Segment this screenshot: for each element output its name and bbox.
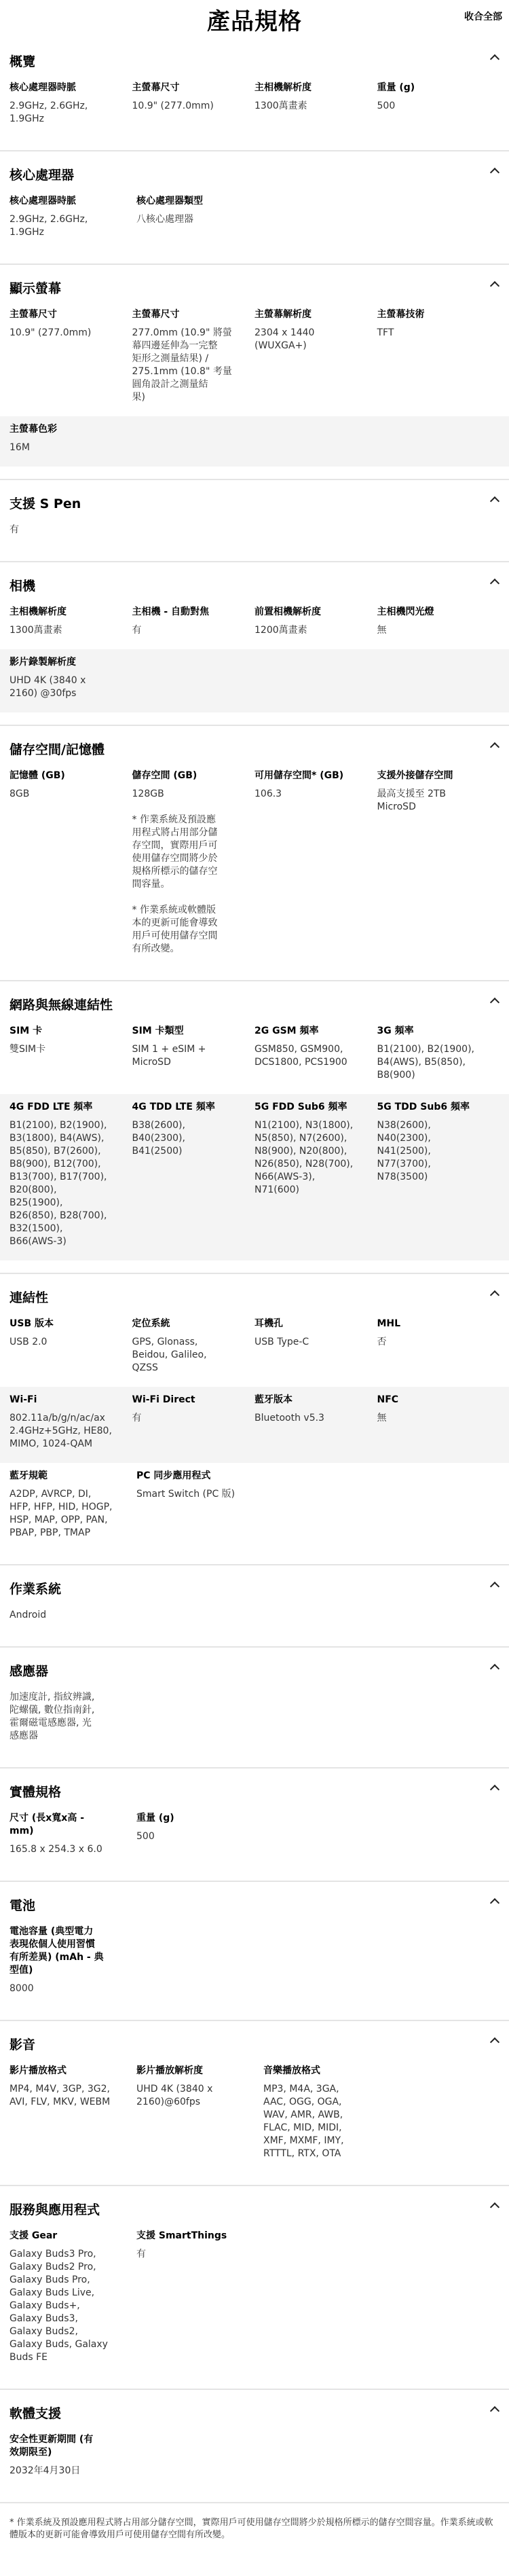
- section-title: 連結性: [10, 1290, 49, 1305]
- chevron-up-icon[interactable]: [490, 1290, 499, 1300]
- spec-section: [0, 2185, 509, 2389]
- spec-label: 可用儲存空間* (GB): [254, 770, 344, 781]
- spec-item: [254, 763, 377, 968]
- spec-value: 2032年4月30日: [10, 2465, 81, 2476]
- spec-label: Wi-Fi Direct: [132, 1394, 195, 1405]
- spec-label: 電池容量 (典型電力 表現依個人使用習慣 有所差異) (mAh - 典 型值): [10, 1926, 104, 1976]
- spec-section: [0, 561, 509, 725]
- spec-label: 3G 頻率: [377, 1026, 414, 1036]
- spec-label: 影片播放解析度: [136, 2065, 203, 2076]
- spec-section: [0, 1646, 509, 1767]
- chevron-up-icon[interactable]: [490, 54, 499, 64]
- section-spacer: [0, 1755, 509, 1767]
- spec-value: 8GB: [10, 788, 30, 799]
- collapse-all-button[interactable]: 收合全部: [464, 12, 502, 22]
- spec-item: [132, 1311, 255, 1387]
- spec-label: 5G FDD Sub6 頻率: [254, 1102, 347, 1112]
- chevron-up-icon[interactable]: [490, 2037, 499, 2047]
- spec-label: 主螢幕解析度: [254, 309, 312, 320]
- spec-value: 8000: [10, 1983, 34, 1994]
- section-spacer: [0, 712, 509, 725]
- spec-label: 4G TDD LTE 頻率: [132, 1102, 215, 1112]
- spec-value: 有: [132, 1413, 142, 1423]
- section-title: 電池: [10, 1898, 36, 1913]
- spec-value: 500: [136, 1831, 155, 1842]
- spec-item: [377, 1311, 500, 1387]
- page-header: [0, 0, 509, 38]
- spec-row: [0, 1018, 509, 1094]
- spec-value: 10.9" (277.0mm): [10, 327, 92, 338]
- spec-label: 核心處理器類型: [136, 196, 203, 206]
- spec-item: [136, 1463, 263, 1552]
- spec-value: MP3, M4A, 3GA, AAC, OGG, OGA, WAV, AMR, AWB, FLAC, MID, MIDI, XMF, MXMF, IMY, RTTTL, RTX, OTA: [263, 2084, 344, 2159]
- chevron-up-icon[interactable]: [490, 998, 499, 1007]
- spec-item: [10, 1463, 136, 1552]
- section-title: 作業系統: [10, 1582, 62, 1597]
- spec-value: MP4, M4V, 3GP, 3G2, AVI, FLV, MKV, WEBM: [10, 2084, 111, 2107]
- spec-value: 128GB * 作業系統及預設應 用程式將占用部分儲 存空間，實際用戶可 使用儲存空間將少於 規格所標示的儲存空 間容量。 * 作業系統或軟體版 本的更新可能會導致 用戶可使用儲存空間 有所改變。: [132, 788, 218, 954]
- section-header[interactable]: [10, 1274, 499, 1311]
- spec-label: 主螢幕尺寸: [132, 82, 180, 93]
- spec-label: 音樂播放格式: [263, 2065, 320, 2076]
- section-spacer: [0, 1552, 509, 1564]
- section-title: 核心處理器: [10, 168, 75, 183]
- spec-value: B1(2100), B2(1900), B3(1800), B4(AWS), B5(850), B7(2600), B8(900), B12(700), B13(700), B17(700), B20(800), B25(1900), B26(850), B28(700), B32(1500), B66(AWS-3): [10, 1120, 107, 1247]
- spec-value: 10.9" (277.0mm): [132, 101, 214, 111]
- section-header[interactable]: [10, 151, 499, 188]
- spec-label: SIM 卡: [10, 1026, 43, 1036]
- section-spacer: [0, 2008, 509, 2020]
- spec-label: NFC: [377, 1394, 399, 1405]
- page-title: 產品規格: [207, 8, 302, 35]
- spec-row: [0, 1387, 509, 1463]
- section-spacer: [0, 1634, 509, 1646]
- spec-section: [0, 2389, 509, 2502]
- section-spacer: [0, 2490, 509, 2502]
- spec-item: [254, 1094, 377, 1260]
- spec-value: 1200萬畫素: [254, 625, 307, 636]
- spec-item: [136, 2058, 263, 2173]
- spec-value: 500: [377, 101, 396, 111]
- section-spacer: [0, 968, 509, 980]
- spec-label: Wi-Fi: [10, 1394, 37, 1405]
- spec-section: [0, 38, 509, 150]
- spec-value: 有: [10, 524, 19, 535]
- spec-section: [0, 479, 509, 561]
- spec-label: 主相機解析度: [10, 606, 67, 617]
- spec-row: [0, 1919, 509, 2008]
- spec-item: [10, 517, 136, 549]
- spec-value: 最高支援至 2TB MicroSD: [377, 788, 447, 812]
- spec-row: [0, 2427, 509, 2490]
- spec-item: [377, 763, 500, 968]
- spec-item: [254, 75, 377, 138]
- spec-item: [136, 1805, 263, 1868]
- spec-value: 802.11a/b/g/n/ac/ax 2.4GHz+5GHz, HE80, MIMO, 1024-QAM: [10, 1413, 112, 1449]
- spec-row: [0, 302, 509, 416]
- chevron-up-icon[interactable]: [490, 579, 499, 588]
- spec-label: 支援外接儲存空間: [377, 770, 453, 781]
- section-spacer: [0, 549, 509, 561]
- spec-label: 定位系統: [132, 1318, 170, 1329]
- spec-label: 4G FDD LTE 頻率: [10, 1102, 93, 1112]
- section-spacer: [0, 467, 509, 479]
- spec-item: [10, 1602, 136, 1634]
- spec-item: [254, 302, 377, 416]
- spec-label: 尺寸 (長x寬x高 - mm): [10, 1813, 85, 1836]
- section-title: 相機: [10, 579, 36, 594]
- spec-value: B38(2600), B40(2300), B41(2500): [132, 1120, 185, 1157]
- spec-label: 主螢幕尺寸: [132, 309, 180, 320]
- spec-item: [377, 1018, 500, 1094]
- spec-row: [0, 2223, 509, 2376]
- spec-label: 核心處理器時脈: [10, 82, 76, 93]
- section-title: 感應器: [10, 1664, 49, 1679]
- chevron-up-icon[interactable]: [490, 1664, 499, 1673]
- spec-row: [0, 649, 509, 712]
- spec-row: [0, 416, 509, 467]
- spec-section: [0, 725, 509, 980]
- spec-value: UHD 4K (3840 x 2160)@60fps: [136, 2084, 213, 2107]
- section-title: 軟體支援: [10, 2406, 62, 2421]
- spec-item: [377, 75, 500, 138]
- section-header[interactable]: [10, 480, 499, 517]
- spec-value: USB Type-C: [254, 1337, 309, 1347]
- section-header[interactable]: [10, 1882, 499, 1919]
- spec-label: 影片播放格式: [10, 2065, 67, 2076]
- spec-row: [0, 1311, 509, 1387]
- section-title: 儲存空間/記憶體: [10, 742, 105, 757]
- spec-value: Bluetooth v5.3: [254, 1413, 324, 1423]
- spec-label: 5G TDD Sub6 頻率: [377, 1102, 470, 1112]
- spec-label: 記憶體 (GB): [10, 770, 65, 781]
- section-header[interactable]: [10, 2390, 499, 2427]
- spec-section: [0, 1881, 509, 2020]
- section-header[interactable]: [10, 726, 499, 763]
- spec-item: [377, 302, 500, 416]
- spec-row: [0, 763, 509, 968]
- spec-value: 八核心處理器: [136, 214, 193, 225]
- spec-row: [0, 1805, 509, 1868]
- spec-label: PC 同步應用程式: [136, 1470, 211, 1481]
- chevron-up-icon[interactable]: [490, 1582, 499, 1591]
- spec-label: 藍牙規範: [10, 1470, 48, 1481]
- spec-value: A2DP, AVRCP, DI, HFP, HFP, HID, HOGP, HSP, MAP, OPP, PAN, PBAP, PBP, TMAP: [10, 1489, 113, 1538]
- section-title: 概覽: [10, 54, 36, 69]
- spec-row: [0, 1602, 509, 1634]
- spec-item: [254, 1311, 377, 1387]
- spec-value: 16M: [10, 442, 30, 453]
- section-header[interactable]: [10, 265, 499, 302]
- spec-section: [0, 2020, 509, 2185]
- spec-item: [254, 1018, 377, 1094]
- spec-item: [10, 649, 136, 712]
- spec-value: SIM 1 + eSIM + MicroSD: [132, 1044, 206, 1068]
- spec-item: [10, 1094, 132, 1260]
- spec-value: 2304 x 1440 (WUXGA+): [254, 327, 315, 351]
- section-header[interactable]: [10, 2186, 499, 2223]
- spec-row: [0, 517, 509, 549]
- spec-item: [10, 302, 132, 416]
- spec-label: 主相機閃光燈: [377, 606, 434, 617]
- spec-label: MHL: [377, 1318, 401, 1329]
- spec-item: [10, 1018, 132, 1094]
- section-header[interactable]: [10, 1768, 499, 1805]
- spec-item: [10, 599, 132, 649]
- spec-label: 主相機 - 自動對焦: [132, 606, 210, 617]
- spec-value: Smart Switch (PC 版): [136, 1489, 235, 1500]
- spec-row: [0, 2058, 509, 2173]
- section-spacer: [0, 138, 509, 150]
- spec-value: TFT: [377, 327, 394, 338]
- section-spacer: [0, 1260, 509, 1273]
- spec-item: [132, 302, 255, 416]
- spec-value: GPS, Glonass, Beidou, Galileo, QZSS: [132, 1337, 207, 1373]
- spec-item: [10, 188, 136, 251]
- spec-label: 耳機孔: [254, 1318, 283, 1329]
- spec-item: [136, 188, 263, 251]
- spec-item: [132, 1018, 255, 1094]
- spec-item: [132, 75, 255, 138]
- spec-section: [0, 264, 509, 479]
- spec-label: 影片錄製解析度: [10, 657, 76, 668]
- spec-value: N1(2100), N3(1800), N5(850), N7(2600), N8(900), N20(800), N26(850), N28(700), N66(AWS-3), N71(600): [254, 1120, 354, 1195]
- spec-label: 主螢幕技術: [377, 309, 425, 320]
- spec-label: 主相機解析度: [254, 82, 312, 93]
- spec-row: [0, 188, 509, 251]
- spec-item: [132, 599, 255, 649]
- chevron-up-icon[interactable]: [490, 742, 499, 752]
- spec-section: [0, 1564, 509, 1646]
- spec-item: [10, 1311, 132, 1387]
- spec-label: 核心處理器時脈: [10, 196, 76, 206]
- section-header[interactable]: [10, 1648, 499, 1684]
- spec-item: [263, 2058, 390, 2173]
- section-title: 影音: [10, 2037, 36, 2052]
- chevron-up-icon[interactable]: [490, 1898, 499, 1908]
- spec-item: [136, 2223, 263, 2376]
- section-header[interactable]: [10, 981, 499, 1018]
- section-header[interactable]: [10, 562, 499, 599]
- spec-row: [0, 599, 509, 649]
- spec-row: [0, 1463, 509, 1552]
- spec-value: N38(2600), N40(2300), N41(2500), N77(3700), N78(3500): [377, 1120, 431, 1182]
- spec-section: [0, 1273, 509, 1564]
- spec-row: [0, 1094, 509, 1260]
- spec-value: 否: [377, 1337, 387, 1347]
- section-title: 顯示螢幕: [10, 281, 62, 296]
- spec-value: 無: [377, 625, 387, 636]
- spec-label: SIM 卡類型: [132, 1026, 184, 1036]
- spec-label: 2G GSM 頻率: [254, 1026, 319, 1036]
- spec-label: 支援 SmartThings: [136, 2230, 227, 2241]
- spec-item: [377, 1094, 500, 1260]
- spec-value: 雙SIM卡: [10, 1044, 46, 1055]
- section-header[interactable]: [10, 2021, 499, 2058]
- spec-value: 106.3: [254, 788, 282, 799]
- chevron-up-icon[interactable]: [490, 281, 499, 291]
- chevron-up-icon[interactable]: [490, 2406, 499, 2416]
- spec-value: UHD 4K (3840 x 2160) @30fps: [10, 675, 86, 699]
- section-spacer: [0, 2173, 509, 2185]
- section-title: 支援 S Pen: [10, 496, 81, 511]
- spec-value: 277.0mm (10.9" 將螢 幕四邊延伸為一完整 矩形之測量結果) / 275.1mm (10.8" 考量 圓角設計之測量結 果): [132, 327, 232, 403]
- spec-label: 藍牙版本: [254, 1394, 293, 1405]
- spec-item: [10, 2058, 136, 2173]
- spec-label: 主螢幕色彩: [10, 424, 57, 435]
- spec-item: [10, 75, 132, 138]
- spec-label: 儲存空間 (GB): [132, 770, 197, 781]
- spec-row: [0, 75, 509, 138]
- chevron-up-icon[interactable]: [490, 1785, 499, 1794]
- spec-value: Galaxy Buds3 Pro, Galaxy Buds2 Pro, Galaxy Buds Pro, Galaxy Buds Live, Galaxy Buds+, Galaxy Buds3, Galaxy Buds2, Galaxy Buds, Galaxy Buds FE: [10, 2249, 108, 2363]
- section-spacer: [0, 1868, 509, 1881]
- spec-item: [10, 1805, 136, 1868]
- spec-value: GSM850, GSM900, DCS1800, PCS1900: [254, 1044, 347, 1068]
- spec-sections: [0, 38, 509, 2502]
- spec-value: B1(2100), B2(1900), B4(AWS), B5(850), B8(900): [377, 1044, 474, 1081]
- spec-item: [10, 2427, 136, 2490]
- section-spacer: [0, 251, 509, 264]
- chevron-up-icon[interactable]: [490, 496, 499, 506]
- spec-item: [10, 2223, 136, 2376]
- spec-item: [10, 416, 136, 467]
- spec-section: [0, 980, 509, 1273]
- spec-item: [132, 1387, 255, 1463]
- spec-value: 2.9GHz, 2.6GHz, 1.9GHz: [10, 101, 88, 124]
- spec-value: USB 2.0: [10, 1337, 48, 1347]
- section-header[interactable]: [10, 1565, 499, 1602]
- spec-item: [254, 1387, 377, 1463]
- spec-row: [0, 1684, 509, 1755]
- spec-item: [132, 1094, 255, 1260]
- spec-section: [0, 150, 509, 264]
- spec-value: 1300萬畫素: [10, 625, 62, 636]
- spec-item: [10, 1919, 136, 2008]
- spec-label: 前置相機解析度: [254, 606, 321, 617]
- spec-value: 有: [136, 2249, 146, 2260]
- spec-item: [10, 1684, 136, 1755]
- spec-item: [254, 599, 377, 649]
- spec-value: 165.8 x 254.3 x 6.0: [10, 1844, 102, 1855]
- spec-value: 1300萬畫素: [254, 101, 307, 111]
- spec-value: 2.9GHz, 2.6GHz, 1.9GHz: [10, 214, 88, 238]
- spec-value: 加速度計, 指紋辨識, 陀螺儀, 數位指南針, 霍爾磁電感應器, 光 感應器: [10, 1692, 95, 1741]
- section-header[interactable]: [10, 38, 499, 75]
- section-title: 服務與應用程式: [10, 2202, 100, 2217]
- spec-label: USB 版本: [10, 1318, 54, 1329]
- spec-item: [132, 763, 255, 968]
- spec-label: 重量 (g): [377, 82, 415, 93]
- spec-value: Android: [10, 1610, 47, 1620]
- footnote: * 作業系統及預設應用程式將占用部分儲存空間，實際用戶可使用儲存空間將少於規格所標示的儲存空間容量。作業系統或軟體版本的更新可能會導致用戶可使用儲存空間有所改變。: [0, 2502, 509, 2541]
- spec-label: 重量 (g): [136, 1813, 174, 1824]
- spec-item: [10, 763, 132, 968]
- spec-item: [377, 1387, 500, 1463]
- spec-value: 無: [377, 1413, 387, 1423]
- spec-value: 有: [132, 625, 142, 636]
- section-title: 網路與無線連結性: [10, 998, 113, 1013]
- spec-label: 主螢幕尺寸: [10, 309, 57, 320]
- spec-item: [377, 599, 500, 649]
- section-spacer: [0, 2376, 509, 2389]
- chevron-up-icon[interactable]: [490, 2202, 499, 2212]
- chevron-up-icon[interactable]: [490, 168, 499, 177]
- section-title: 實體規格: [10, 1785, 62, 1800]
- spec-label: 支援 Gear: [10, 2230, 58, 2241]
- spec-section: [0, 1767, 509, 1881]
- spec-label: 安全性更新期間 (有 效期限至): [10, 2434, 94, 2458]
- spec-item: [10, 1387, 132, 1463]
